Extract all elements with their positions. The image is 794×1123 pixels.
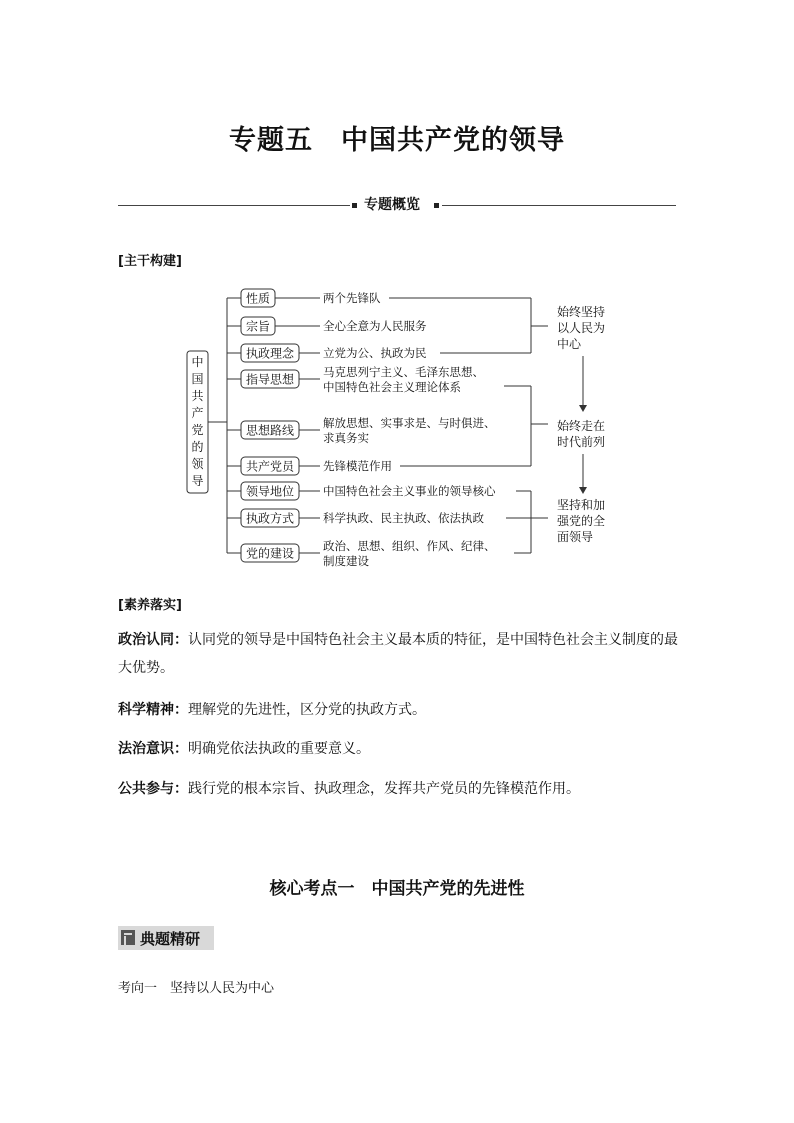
node-description: 立党为公、执政为民 xyxy=(323,346,427,360)
root-char: 导 xyxy=(191,474,204,488)
literacy-item xyxy=(118,626,680,682)
node-label: 领导地位 xyxy=(245,484,295,499)
group-label: 面领导 xyxy=(557,530,594,544)
root-char: 党 xyxy=(191,423,204,437)
node-description: 制度建设 xyxy=(323,554,369,568)
node-label: 共产党员 xyxy=(245,459,295,474)
key-point-title: 核心考点一 中国共产党的先进性 xyxy=(269,879,525,899)
structure-heading: [主干构建] xyxy=(118,254,182,269)
node-description: 解放思想、实事求是、与时俱进、 xyxy=(323,416,496,430)
arrow-head xyxy=(579,487,587,494)
group-label: 中心 xyxy=(557,337,582,351)
group-label: 始终坚持 xyxy=(557,305,606,319)
literacy-item xyxy=(118,696,680,724)
literacy-item xyxy=(118,735,680,763)
node-description: 求真务实 xyxy=(323,431,369,445)
node-description: 科学执政、民主执政、依法执政 xyxy=(323,511,484,525)
banner-label: 典题精研 xyxy=(140,930,201,948)
group-label: 坚持和加 xyxy=(557,498,606,512)
node-label: 党的建设 xyxy=(245,546,295,561)
root-char: 共 xyxy=(191,389,204,403)
root-char: 领 xyxy=(191,457,204,471)
node-label: 执政方式 xyxy=(245,511,295,526)
banner-icon xyxy=(121,930,135,945)
group-label: 始终走在 xyxy=(557,419,606,433)
node-label: 指导思想 xyxy=(245,372,295,387)
literacy-heading: [素养落实] xyxy=(118,598,182,613)
node-description: 中国特色社会主义理论体系 xyxy=(323,380,461,394)
literacy-key: 政治认同： xyxy=(118,632,188,648)
node-description: 两个先锋队 xyxy=(323,291,381,305)
node-label: 执政理念 xyxy=(245,346,295,361)
arrow-head xyxy=(579,405,587,412)
root-char: 中 xyxy=(191,355,204,369)
direction-label: 考向一 坚持以人民为中心 xyxy=(118,981,275,996)
root-char: 国 xyxy=(191,372,204,386)
literacy-text: 理解党的先进性，区分党的执政方式。 xyxy=(188,702,426,718)
group-label: 以人民为 xyxy=(557,321,606,335)
literacy-key: 法治意识： xyxy=(118,741,188,757)
root-char: 产 xyxy=(191,406,204,420)
node-label: 思想路线 xyxy=(245,423,295,438)
overview-label: 专题概览 xyxy=(364,197,420,213)
node-description: 先锋模范作用 xyxy=(323,459,392,473)
literacy-text: 认同党的领导是中国特色社会主义最本质的特征，是中国特色社会主义制度的最大优势。 xyxy=(118,632,678,676)
node-label: 宗旨 xyxy=(245,319,271,334)
node-description: 政治、思想、组织、作风、纪律、 xyxy=(323,539,496,553)
root-label xyxy=(191,354,204,488)
literacy-key: 科学精神： xyxy=(118,702,188,718)
literacy-text: 明确党依法执政的重要意义。 xyxy=(188,741,370,757)
group-label: 时代前列 xyxy=(557,435,606,449)
node-description: 全心全意为人民服务 xyxy=(323,319,427,333)
literacy-key: 公共参与： xyxy=(118,781,188,797)
node-description: 马克思列宁主义、毛泽东思想、 xyxy=(323,365,484,379)
page-title: 专题五 中国共产党的领导 xyxy=(229,125,565,156)
literacy-text: 践行党的根本宗旨、执政理念，发挥共产党员的先锋模范作用。 xyxy=(188,781,580,797)
group-label: 强党的全 xyxy=(557,514,606,528)
literacy-item xyxy=(118,775,680,803)
node-label: 性质 xyxy=(245,291,271,306)
root-char: 的 xyxy=(191,440,204,454)
node-description: 中国特色社会主义事业的领导核心 xyxy=(323,484,496,498)
